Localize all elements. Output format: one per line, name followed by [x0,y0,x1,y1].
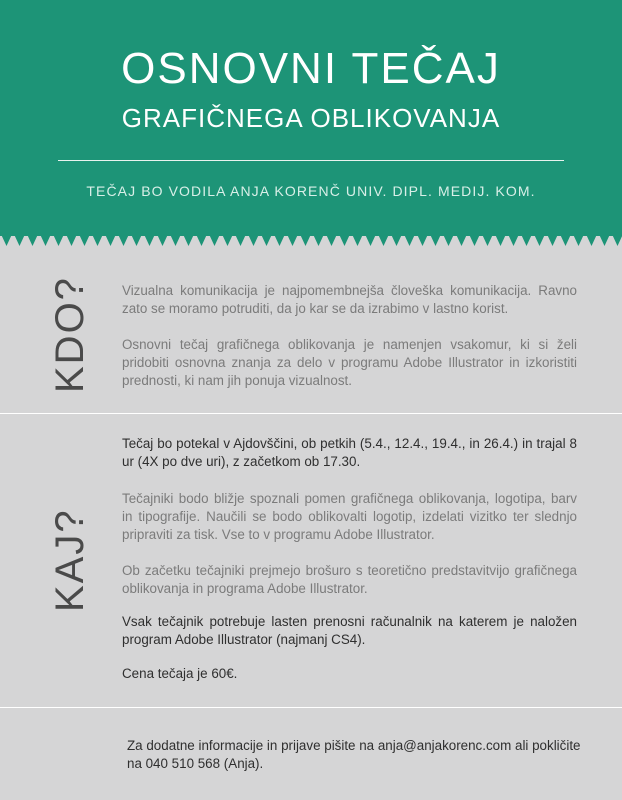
header-divider [58,160,564,161]
kaj-paragraph: Vsak tečajnik potrebuje lasten prenosni računalnik na katerem je naložen program Adobe Illustrator (najmanj CS4). [122,614,577,647]
instructor-tagline: TEČAJ BO VODILA ANJA KORENČ UNIV. DIPL. MEDIJ. KOM. [86,183,536,199]
section-label-kdo: KDO? [48,276,92,393]
zigzag-edge [0,232,622,252]
kaj-paragraph: Ob začetku tečajniki prejmejo brošuro s teoretično predstavitvijo grafičnega oblikovanja in programa Adobe Illustrator. [122,563,577,596]
price-text: Cena tečaja je 60€. [122,666,238,681]
title: OSNOVNI TEČAJ [121,44,501,93]
kdo-paragraph: Osnovni tečaj grafičnega oblikovanja je namenjen vsakomur, ki si želi pridobiti osnovna znanja za delo v programu Adobe Illustrator in izkoristiti prednosti, ki nam jih ponuja vizualnost. [122,337,577,388]
section-divider [0,707,622,708]
contact-info: Za dodatne informacije in prijave pišite na anja@anjakorenc.com ali pokličite na 040 510 568 (Anja). [127,738,581,771]
kaj-paragraph: Tečajniki bodo bližje spoznali pomen grafičnega oblikovanja, logotipa, barv in tipografije. Naučili se bodo oblikovalti logotip, izdelati vizitko ter slednjo pripraviti za tisk. Vse to v programu Adobe Illustrator. [122,491,577,542]
section-divider [0,413,622,414]
kaj-paragraph: Tečaj bo potekal v Ajdovščini, ob petkih (5.4., 12.4., 19.4., in 26.4.) in trajal 8 ur (4X po dve uri), z začetkom ob 17.30. [122,436,577,469]
subtitle: GRAFIČNEGA OBLIKOVANJA [121,103,501,133]
section-label-kaj: KAJ? [48,508,92,612]
kdo-paragraph: Vizualna komunikacija je najpomembnejša človeška komunikacija. Ravno zato se moramo potruditi, da jo kar se da izrabimo v lastno korist. [122,283,577,316]
header-banner [0,0,622,236]
